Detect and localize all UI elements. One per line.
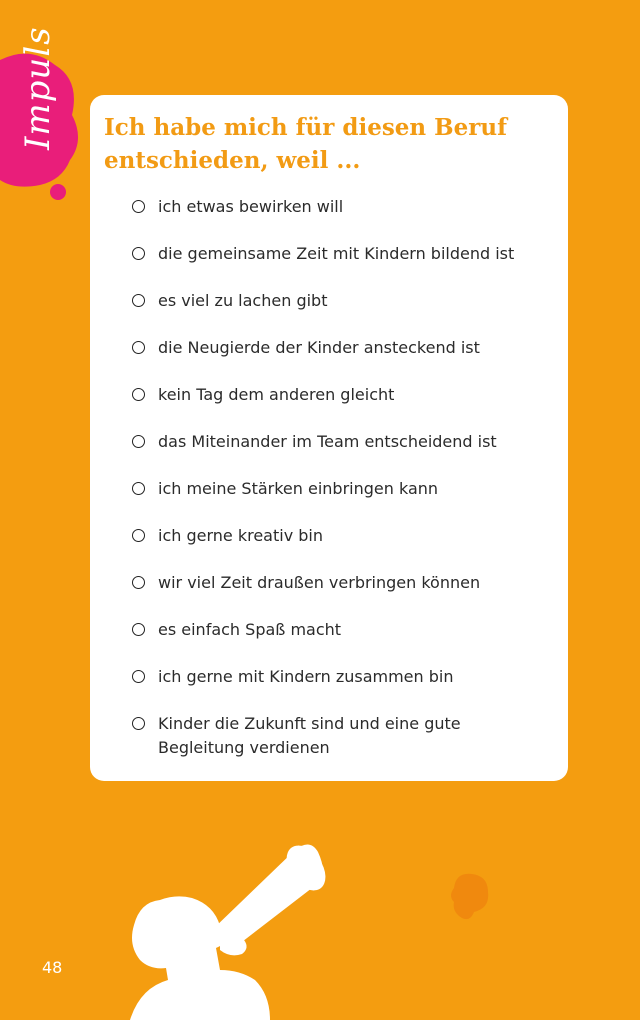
list-item[interactable] — [132, 618, 552, 642]
radio-circle-icon[interactable] — [132, 341, 145, 354]
radio-circle-icon[interactable] — [132, 435, 145, 448]
radio-circle-icon[interactable] — [132, 529, 145, 542]
radio-circle-icon[interactable] — [132, 200, 145, 213]
list-item-label: ich meine Stärken einbringen kann — [158, 479, 439, 498]
page-number: 48 — [42, 958, 63, 977]
list-item[interactable] — [132, 430, 552, 454]
radio-circle-icon[interactable] — [132, 294, 145, 307]
list-item-label: es einfach Spaß macht — [158, 620, 342, 639]
section-label: Impuls — [18, 26, 58, 150]
megaphone-child-icon — [120, 830, 350, 1020]
list-item[interactable] — [132, 383, 552, 407]
radio-circle-icon[interactable] — [132, 670, 145, 683]
list-item[interactable] — [132, 242, 552, 266]
list-item[interactable] — [132, 289, 552, 313]
list-item[interactable] — [132, 712, 552, 760]
list-item-label: ich gerne kreativ bin — [158, 526, 323, 545]
radio-circle-icon[interactable] — [132, 388, 145, 401]
list-item[interactable] — [132, 665, 552, 689]
page-title: Ich habe mich für diesen Beruf entschieden, weil ... — [104, 114, 507, 174]
list-item-label: kein Tag dem anderen gleicht — [158, 385, 395, 404]
list-item[interactable] — [132, 571, 552, 595]
list-item-label: wir viel Zeit draußen verbringen können — [158, 573, 481, 592]
radio-circle-icon[interactable] — [132, 482, 145, 495]
reason-list — [132, 195, 552, 760]
list-item[interactable] — [132, 524, 552, 548]
checklist-card — [90, 95, 568, 781]
radio-circle-icon[interactable] — [132, 247, 145, 260]
radio-circle-icon[interactable] — [132, 717, 145, 730]
list-item[interactable] — [132, 336, 552, 360]
list-item-label: die Neugierde der Kinder ansteckend ist — [158, 338, 480, 357]
radio-circle-icon[interactable] — [132, 623, 145, 636]
list-item-label: das Miteinander im Team entscheidend ist — [158, 432, 497, 451]
radio-circle-icon[interactable] — [132, 576, 145, 589]
list-item-label: Kinder die Zukunft sind und eine gute Begleitung verdienen — [158, 714, 461, 757]
list-item-label: es viel zu lachen gibt — [158, 291, 328, 310]
list-item-label: ich etwas bewirken will — [158, 197, 344, 216]
list-item[interactable] — [132, 195, 552, 219]
list-item-label: die gemeinsame Zeit mit Kindern bildend ist — [158, 244, 515, 263]
list-item[interactable] — [132, 477, 552, 501]
list-item-label: ich gerne mit Kindern zusammen bin — [158, 667, 454, 686]
blob-decoration-icon — [444, 868, 494, 923]
